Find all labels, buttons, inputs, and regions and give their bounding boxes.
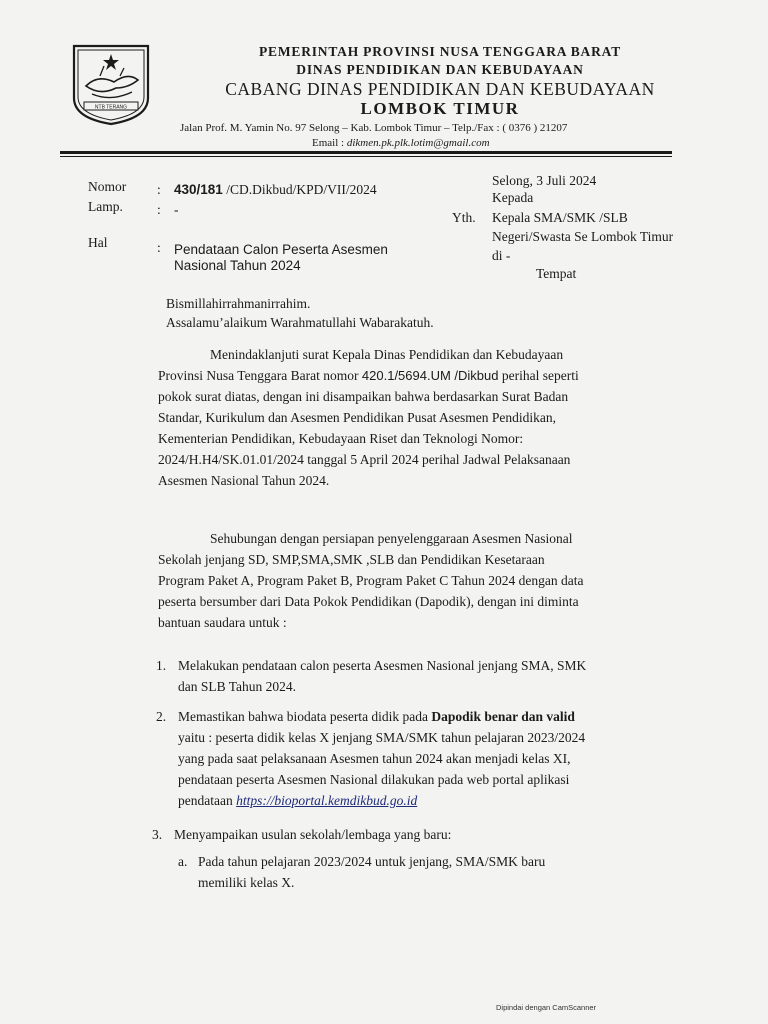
p1-line-3: pokok surat diatas, dengan ini disampaikan bahwa berdasarkan Surat Badan xyxy=(158,389,569,404)
nomor-handwritten: 430/181 xyxy=(174,182,223,197)
letterhead-region: LOMBOK TIMUR xyxy=(360,99,520,118)
nomor-label: Nomor xyxy=(88,179,127,194)
p1-line-5: Kementerian Pendidikan, Kebudayaan Riset dan Teknologi Nomor: xyxy=(158,431,524,446)
emblem-motto: NTB TERANG xyxy=(94,104,128,111)
nomor-value xyxy=(174,182,377,198)
hal-label: Hal xyxy=(88,235,108,250)
hal-colon: : xyxy=(157,240,161,255)
yth-label: Yth. xyxy=(452,210,476,225)
letterhead-office: DINAS PENDIDIKAN DAN KEBUDAYAAN xyxy=(296,62,584,77)
p1-line-2: Provinsi Nusa Tenggara Barat nomor 420.1/5694.UM /Dikbud perihal seperti xyxy=(158,368,579,383)
greeting-salam: Assalamu’alaikum Warahmatullahi Wabarakatuh. xyxy=(166,315,434,330)
paragraph-1 xyxy=(158,344,644,491)
p2-line-5: bantuan saudara untuk : xyxy=(158,615,287,630)
scanner-watermark: Dipindai dengan CamScanner xyxy=(496,1003,597,1012)
list-item-2-line-3: yang pada saat pelaksanaan Asesmen tahun 2024 akan menjadi kelas XI, xyxy=(178,751,571,766)
hal-line-1: Pendataan Calon Peserta Asesmen xyxy=(174,242,388,257)
letterhead-rule-thin xyxy=(60,156,672,157)
p2-line-4: peserta bersumber dari Data Pokok Pendidikan (Dapodik), dengan ini diminta xyxy=(158,594,579,609)
list-item-2-line-1: Memastikan bahwa biodata peserta didik pada Dapodik benar dan valid xyxy=(178,709,575,724)
lamp-colon: : xyxy=(157,202,161,217)
letterhead-government: PEMERINTAH PROVINSI NUSA TENGGARA BARAT xyxy=(259,44,621,59)
kepada-label: Kepada xyxy=(492,190,534,205)
paragraph-2 xyxy=(158,528,644,633)
recipient-line-1: Kepala SMA/SMK /SLB xyxy=(492,210,628,225)
list-item-2-line-4: pendataan peserta Asesmen Nasional dilakukan pada web portal aplikasi xyxy=(178,772,570,787)
p1-line-7: Asesmen Nasional Tahun 2024. xyxy=(158,473,330,488)
list-item-3-number: 3. xyxy=(152,827,163,842)
dapodik-emphasis: Dapodik benar dan valid xyxy=(431,709,575,724)
list-item-2-line-5: pendataan https://bioportal.kemdikbud.go.id xyxy=(178,793,418,808)
list-item-1-line-2: dan SLB Tahun 2024. xyxy=(178,679,297,694)
p2-line-3: Program Paket A, Program Paket B, Program Paket C Tahun 2024 dengan data xyxy=(158,573,584,588)
nomor-suffix: /CD.Dikbud/KPD/VII/2024 xyxy=(222,182,377,197)
p1-line-6: 2024/H.H4/SK.01.01/2024 tanggal 5 April 2024 perihal Jadwal Pelaksanaan xyxy=(158,452,571,467)
p2-line-1: Sehubungan dengan persiapan penyelenggaraan Asesmen Nasional xyxy=(210,531,573,546)
list-item-1-number: 1. xyxy=(156,658,167,673)
list-item-2-line-2: yaitu : peserta didik kelas X jenjang SMA/SMK tahun pelajaran 2023/2024 xyxy=(178,730,586,745)
list-item-3a-line-1: Pada tahun pelajaran 2023/2024 untuk jenjang, SMA/SMK baru xyxy=(198,854,546,869)
p2-line-2: Sekolah jenjang SD, SMP,SMA,SMK ,SLB dan Pendidikan Kesetaraan xyxy=(158,552,545,567)
provincial-emblem-icon xyxy=(70,36,152,126)
greeting-bismillah: Bismillahirrahmanirrahim. xyxy=(166,296,311,311)
bioportal-link[interactable]: https://bioportal.kemdikbud.go.id xyxy=(236,793,418,808)
lamp-label: Lamp. xyxy=(88,199,123,214)
email-label: Email : xyxy=(312,137,347,149)
list-item-3a-line-2: memiliki kelas X. xyxy=(198,875,295,890)
letter-date: Selong, 3 Juli 2024 xyxy=(492,173,597,188)
list-item-2-number: 2. xyxy=(156,709,167,724)
letterhead-email xyxy=(312,137,490,149)
email-address: dikmen.pk.plk.lotim@gmail.com xyxy=(346,137,490,149)
p1-line-4: Standar, Kurikulum dan Asesmen Pendidikan Pusat Asesmen Pendidikan, xyxy=(158,410,557,425)
recipient-line-2: Negeri/Swasta Se Lombok Timur xyxy=(492,229,674,244)
tempat-label: Tempat xyxy=(536,266,577,281)
list-item-1-line-1: Melakukan pendataan calon peserta Asesmen Nasional jenjang SMA, SMK xyxy=(178,658,587,673)
list-item-3a-letter: a. xyxy=(178,854,188,869)
reference-number: 420.1/5694.UM /Dikbud xyxy=(361,368,499,383)
lamp-value: - xyxy=(174,202,179,217)
hal-line-2: Nasional Tahun 2024 xyxy=(174,258,301,273)
p1-line-1: Menindaklanjuti surat Kepala Dinas Pendidikan dan Kebudayaan xyxy=(210,347,564,362)
letterhead-branch: CABANG DINAS PENDIDIKAN DAN KEBUDAYAAN xyxy=(225,79,655,99)
letterhead-rule-thick xyxy=(60,151,672,154)
nomor-colon: : xyxy=(157,182,161,197)
list-item-3-line-1: Menyampaikan usulan sekolah/lembaga yang baru: xyxy=(174,827,452,842)
di-label: di - xyxy=(492,248,511,263)
letterhead-address: Jalan Prof. M. Yamin No. 97 Selong – Kab. Lombok Timur – Telp./Fax : ( 0376 ) 21207 xyxy=(180,122,568,134)
